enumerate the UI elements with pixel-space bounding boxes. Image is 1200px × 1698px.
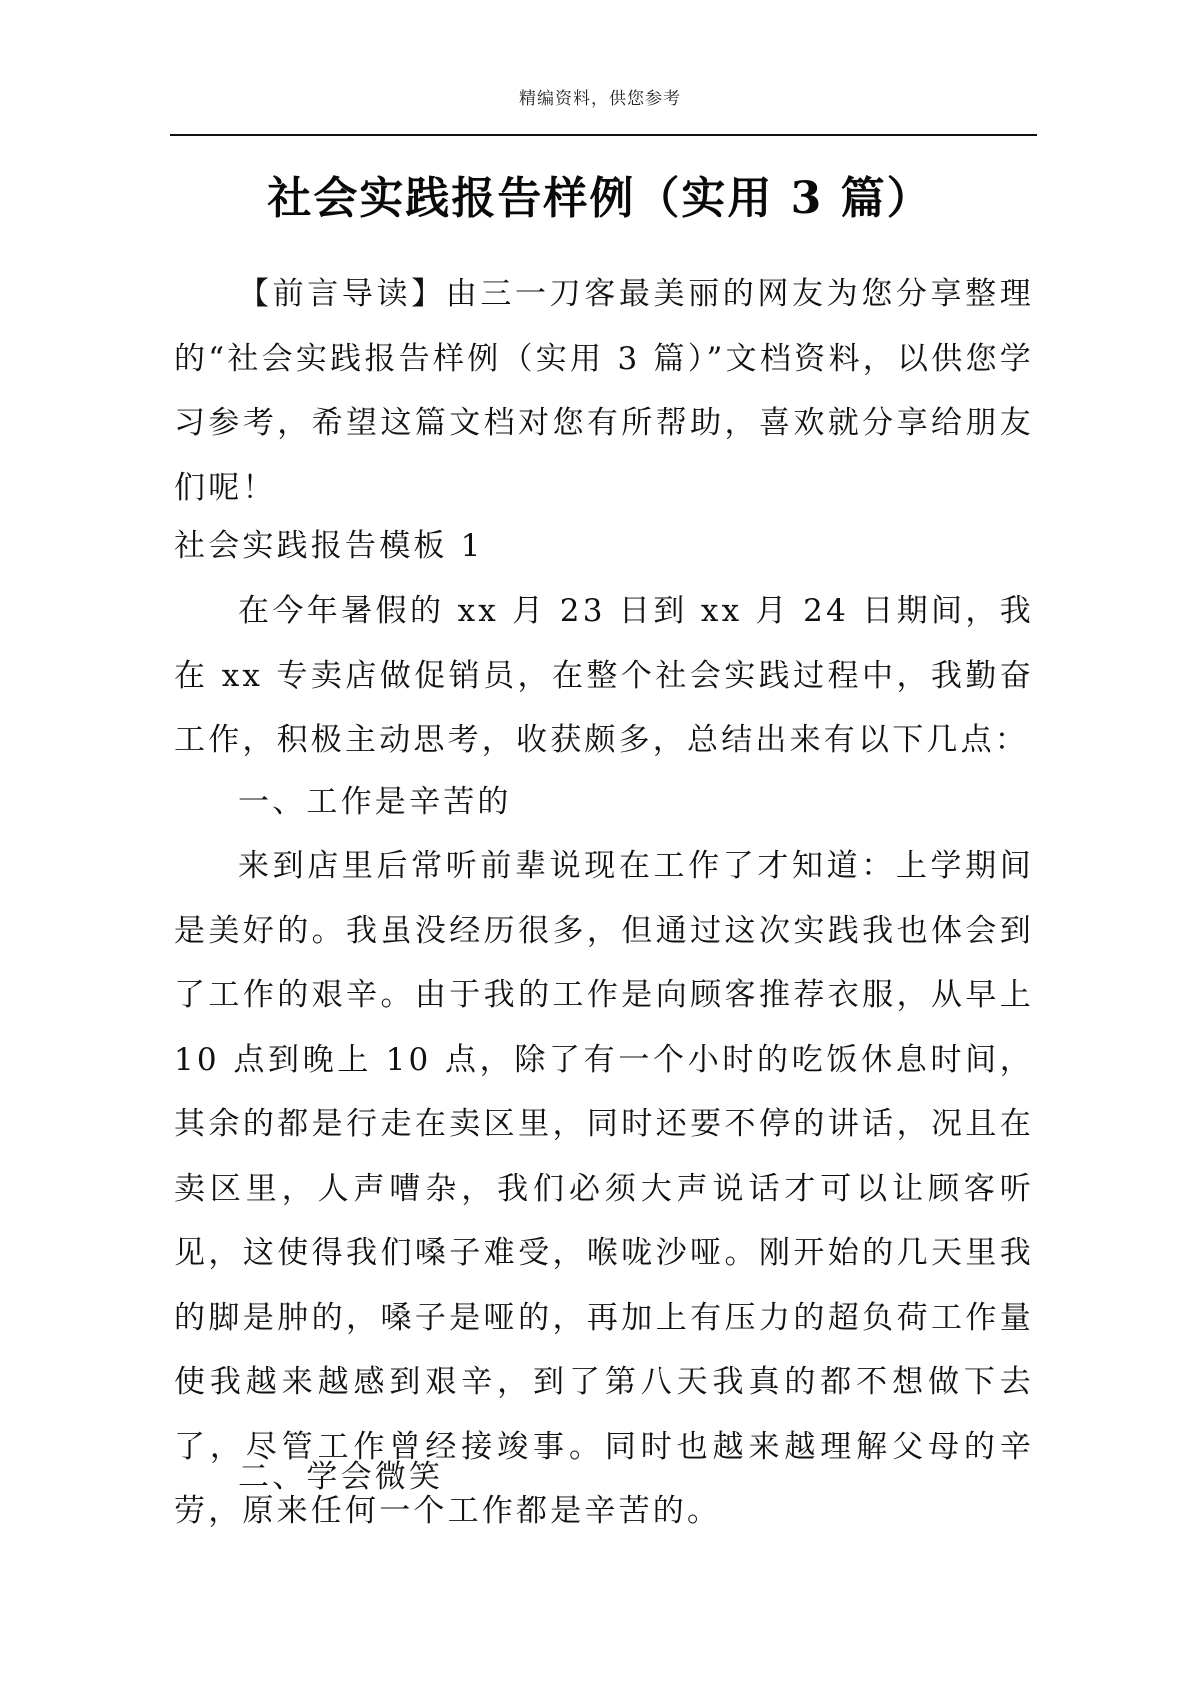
section-title: 社会实践报告模板 1 (174, 528, 484, 564)
paragraph-2: 来到店里后常听前辈说现在工作了才知道：上学期间是美好的。我虽没经历很多，但通过这次实践我也体会到了工作的艰辛。由于我的工作是向顾客推荐衣服，从早上 10 点到晚上 10 点，除了有一个小时的吃饭休息时间，其余的都是行走在卖区里，同时还要不停的讲话，况且在卖区里，人声嘈杂，我们必须大声说话才可以让顾客听见，这使得我们嗓子难受，喉咙沙哑。刚开始的几天里我的脚是肿的，嗓子是哑的，再加上有压力的超负荷工作量使我越来越感到艰辛，到了第八天我真的都不想做下去了，尽管工作曾经接竣事。同时也越来越理解父母的辛劳，原来任何一个工作都是辛苦的。 (174, 848, 1034, 1529)
heading-2: 二、学会微笑 (238, 1459, 444, 1495)
document-title: 社会实践报告样例（实用 3 篇） (267, 173, 933, 225)
header-divider (170, 134, 1037, 136)
heading-1: 一、工作是辛苦的 (238, 784, 512, 820)
intro-paragraph: 【前言导读】由三一刀客最美丽的网友为您分享整理的“社会实践报告样例（实用 3 篇）”文档资料，以供您学习参考，希望这篇文档对您有所帮助，喜欢就分享给朋友们呢！ (174, 276, 1034, 506)
header-note: 精编资料，供您参考 (519, 89, 681, 109)
paragraph-1: 在今年暑假的 xx 月 23 日到 xx 月 24 日期间，我在 xx 专卖店做促销员，在整个社会实践过程中，我勤奋工作，积极主动思考，收获颇多，总结出来有以下几点： (174, 593, 1034, 758)
